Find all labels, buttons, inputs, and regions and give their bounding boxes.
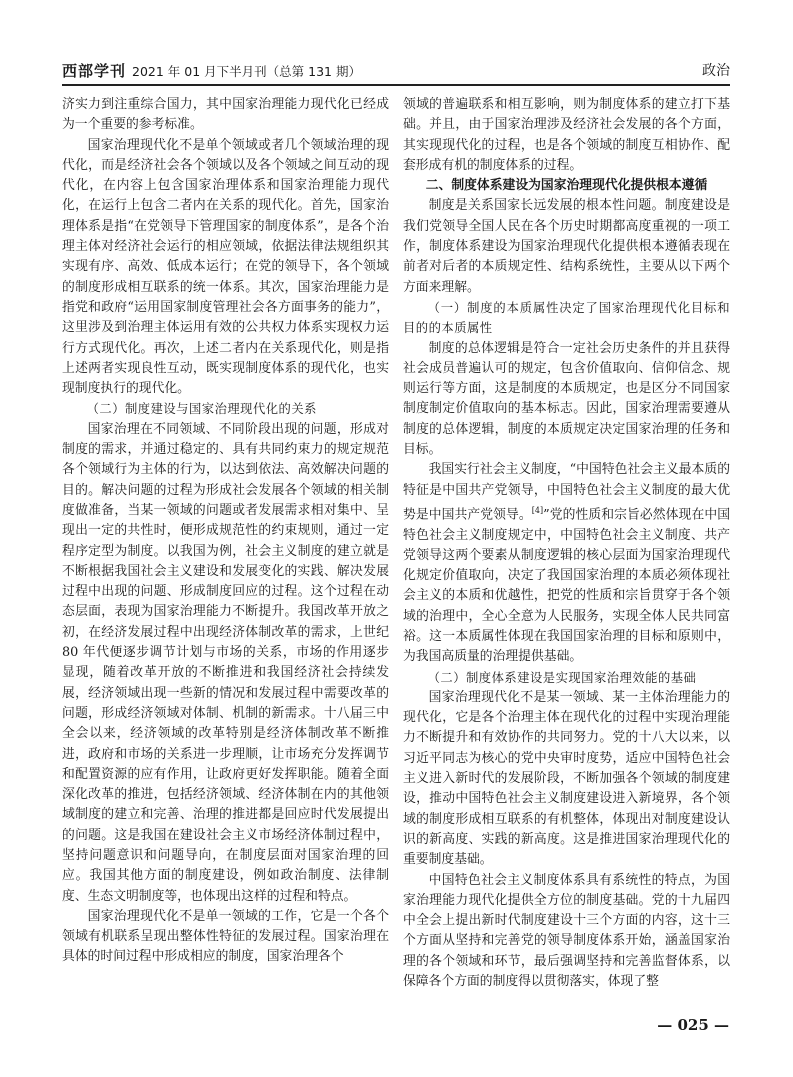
section-label: 政治 — [702, 63, 730, 79]
issue-info: 2021 年 01 月下半月刊（总第 131 期） — [132, 64, 361, 79]
section-heading: 二、制度体系建设为国家治理现代化提供根本遵循 — [425, 178, 708, 194]
left-column — [62, 95, 389, 968]
paragraph: 中国特色社会主义制度体系具有系统性的特点，为国家治理能力现代化提供全方位的制度基础。党的十九届四中全会上提出新时代制度建设十三个方面的内容，这十三个方面从坚持和完善党的领导制度体系开始，涵盖国家治理的各个领域和环节，最后强调坚持和完善监督体系，以保障各个方面的制度得以贯彻落实，体现了整 — [403, 872, 730, 990]
subsection-heading: （二）制度体系建设是实现国家治理效能的基础 — [427, 670, 697, 685]
paragraph: 国家治理在不同领域、不同阶段出现的问题，形成对制度的需求，并通过稳定的、具有共同约束力的规定规范各个领域行为主体的行为，以达到依法、高效解决问题的目的。解决问题的过程为形成社会发展各个领域的相关制度做准备，当某一领域的问题或者发展需求相对集中、呈现出一定的共性时，便形成规范性的约束规则，通过一定程序定型为制度。以我国为例，社会主义制度的建立就是不断根据我国社会主义建设和发展变化的实践、解决发展过程中出现的问题、形成制度回应的过程。这个过程在动态层面，表现为国家治理能力不断提升。我国改革开放之初，在经济发展过程中出现经济体制改革的需求，上世纪 80 年代便逐步调节计划与市场的关系，市场的作用逐步显现，随着改革开放的不断推进和我国经济社会持续发展，经济领域出现一些新的情况和发展过程中需要改革的问题，形成经济领域对体制、机制的新需求。十八届三中全会以来，经济领域的改革特别是经济体制改革不断推进，政府和市场的关系进一步理顺，让市场充分发挥调节和配置资源的应有作用，让政府更好发挥职能。随着全面深化改革的推进，包括经济领域、经济体制在内的其他领域制度的建立和完善、治理的推进都是回应时代发展提出的问题。这是我国在建设社会主义市场经济体制过程中，坚持问题意识和问题导向，在制度层面对国家治理的回应。我国其他方面的制度建设，例如政治制度、法律制度、生态文明制度等，也体现出这样的过程和特点。 — [62, 421, 389, 904]
subsection-heading: （一）制度的本质属性决定了国家治理现代化目标和目的的本质属性 — [403, 300, 730, 336]
paragraph: 制度是关系国家长远发展的根本性问题。制度建设是我们党领导全国人民在各个历史时期都高度重视的一项工作，制度体系建设为国家治理现代化提供根本遵循表现在前者对后者的本质规定性、结构系统性，主要从以下两个方面来理解。 — [403, 198, 730, 295]
page-number: — 025 — — [657, 1016, 729, 1034]
paragraph: 制度的总体逻辑是符合一定社会历史条件的并且获得社会成员普遍认可的规定，包含价值取向、信仰信念、规则运行等方面，这是制度的本质规定，也是区分不同国家制度制定价值取向的基本标志。因此，国家治理需要遵从制度的总体逻辑，制度的本质规定决定国家治理的任务和目标。 — [403, 340, 730, 458]
subsection-heading: （二）制度建设与国家治理现代化的关系 — [86, 402, 317, 417]
paragraph: 国家治理现代化不是某一领域、某一主体治理能力的现代化，它是各个治理主体在现代化的过程中实现治理能力不断提升和有效协作的共同努力。党的十八大以来，以习近平同志为核心的党中央审时度势，适应中国特色社会主义进入新时代的发展阶段，不断加强各个领域的制度建设，推动中国特色社会主义制度建设进入新境界，各个领域的制度形成相互联系的有机整体，体现出对制度建设认识的新高度、实践的新高度。这是推进国家治理现代化的重要制度基础。 — [403, 689, 730, 868]
journal-logo: 西部学刊 — [62, 62, 127, 80]
paragraph: 国家治理现代化不是单一领域的工作，它是一个各个领域有机联系呈现出整体性特征的发展过程。国家治理在具体的时间过程中形成相应的制度，国家治理各个 — [62, 908, 389, 965]
right-column — [403, 95, 730, 992]
paragraph: 领域的普遍联系和相互影响，则为制度体系的建立打下基础。并且，由于国家治理涉及经济社会发展的各个方面，其实现现代化的过程，也是各个领域的制度互相协作、配套形成有机的制度体系的过程。 — [403, 97, 730, 173]
paragraph — [403, 460, 730, 667]
paragraph-text: ”党的性质和宗旨必然体现在中国特色社会主义制度规定中，中国特色社会主义制度、共产党领导这两个要素从制度逻辑的核心层面为国家治理现代化规定价值取向，决定了我国国家治理的本质必须体现社会主义的本质和优越性，把党的性质和宗旨贯穿于各个领域的治理中，全心全意为人民服务，实现全体人民共同富裕。这一本质属性体现在我国国家治理的目标和原则中，为我国高质量的治理提供基础。 — [403, 507, 730, 665]
paragraph: 济实力到注重综合国力，其中国家治理能力现代化已经成为一个重要的参考标准。 — [62, 97, 389, 133]
paragraph: 国家治理现代化不是单个领域或者几个领域治理的现代化，而是经济社会各个领域以及各个领域之间互动的现代化，在内容上包含国家治理体系和国家治理能力现代化，在运行上包含二者内在关系的现代化。首先，国家治理体系是指“在党领导下管理国家的制度体系”，是各个治理主体对经济社会运行的相应领域，依据法律法规组织其实现有序、高效、低成本运行；在党的领导下，各个领域的制度形成相互联系的统一体系。其次，国家治理能力是指党和政府“运用国家制度管理社会各方面事务的能力”，这里涉及到治理主体运用有效的公共权力体系实现权力运行方式现代化。再次，上述二者内在关系现代化，则是指上述两者实现良性互动，既实现制度体系的现代化，也实现制度执行的现代化。 — [62, 137, 389, 397]
running-header — [62, 60, 730, 86]
paragraph-text: 我国实行社会主义制度，“中国特色社会主义最本质的特征是中国共产党领导，中国特色社会主义制度的最大优势是中国共产党领导。 — [403, 462, 730, 523]
citation-ref[interactable]: [4] — [531, 505, 544, 515]
